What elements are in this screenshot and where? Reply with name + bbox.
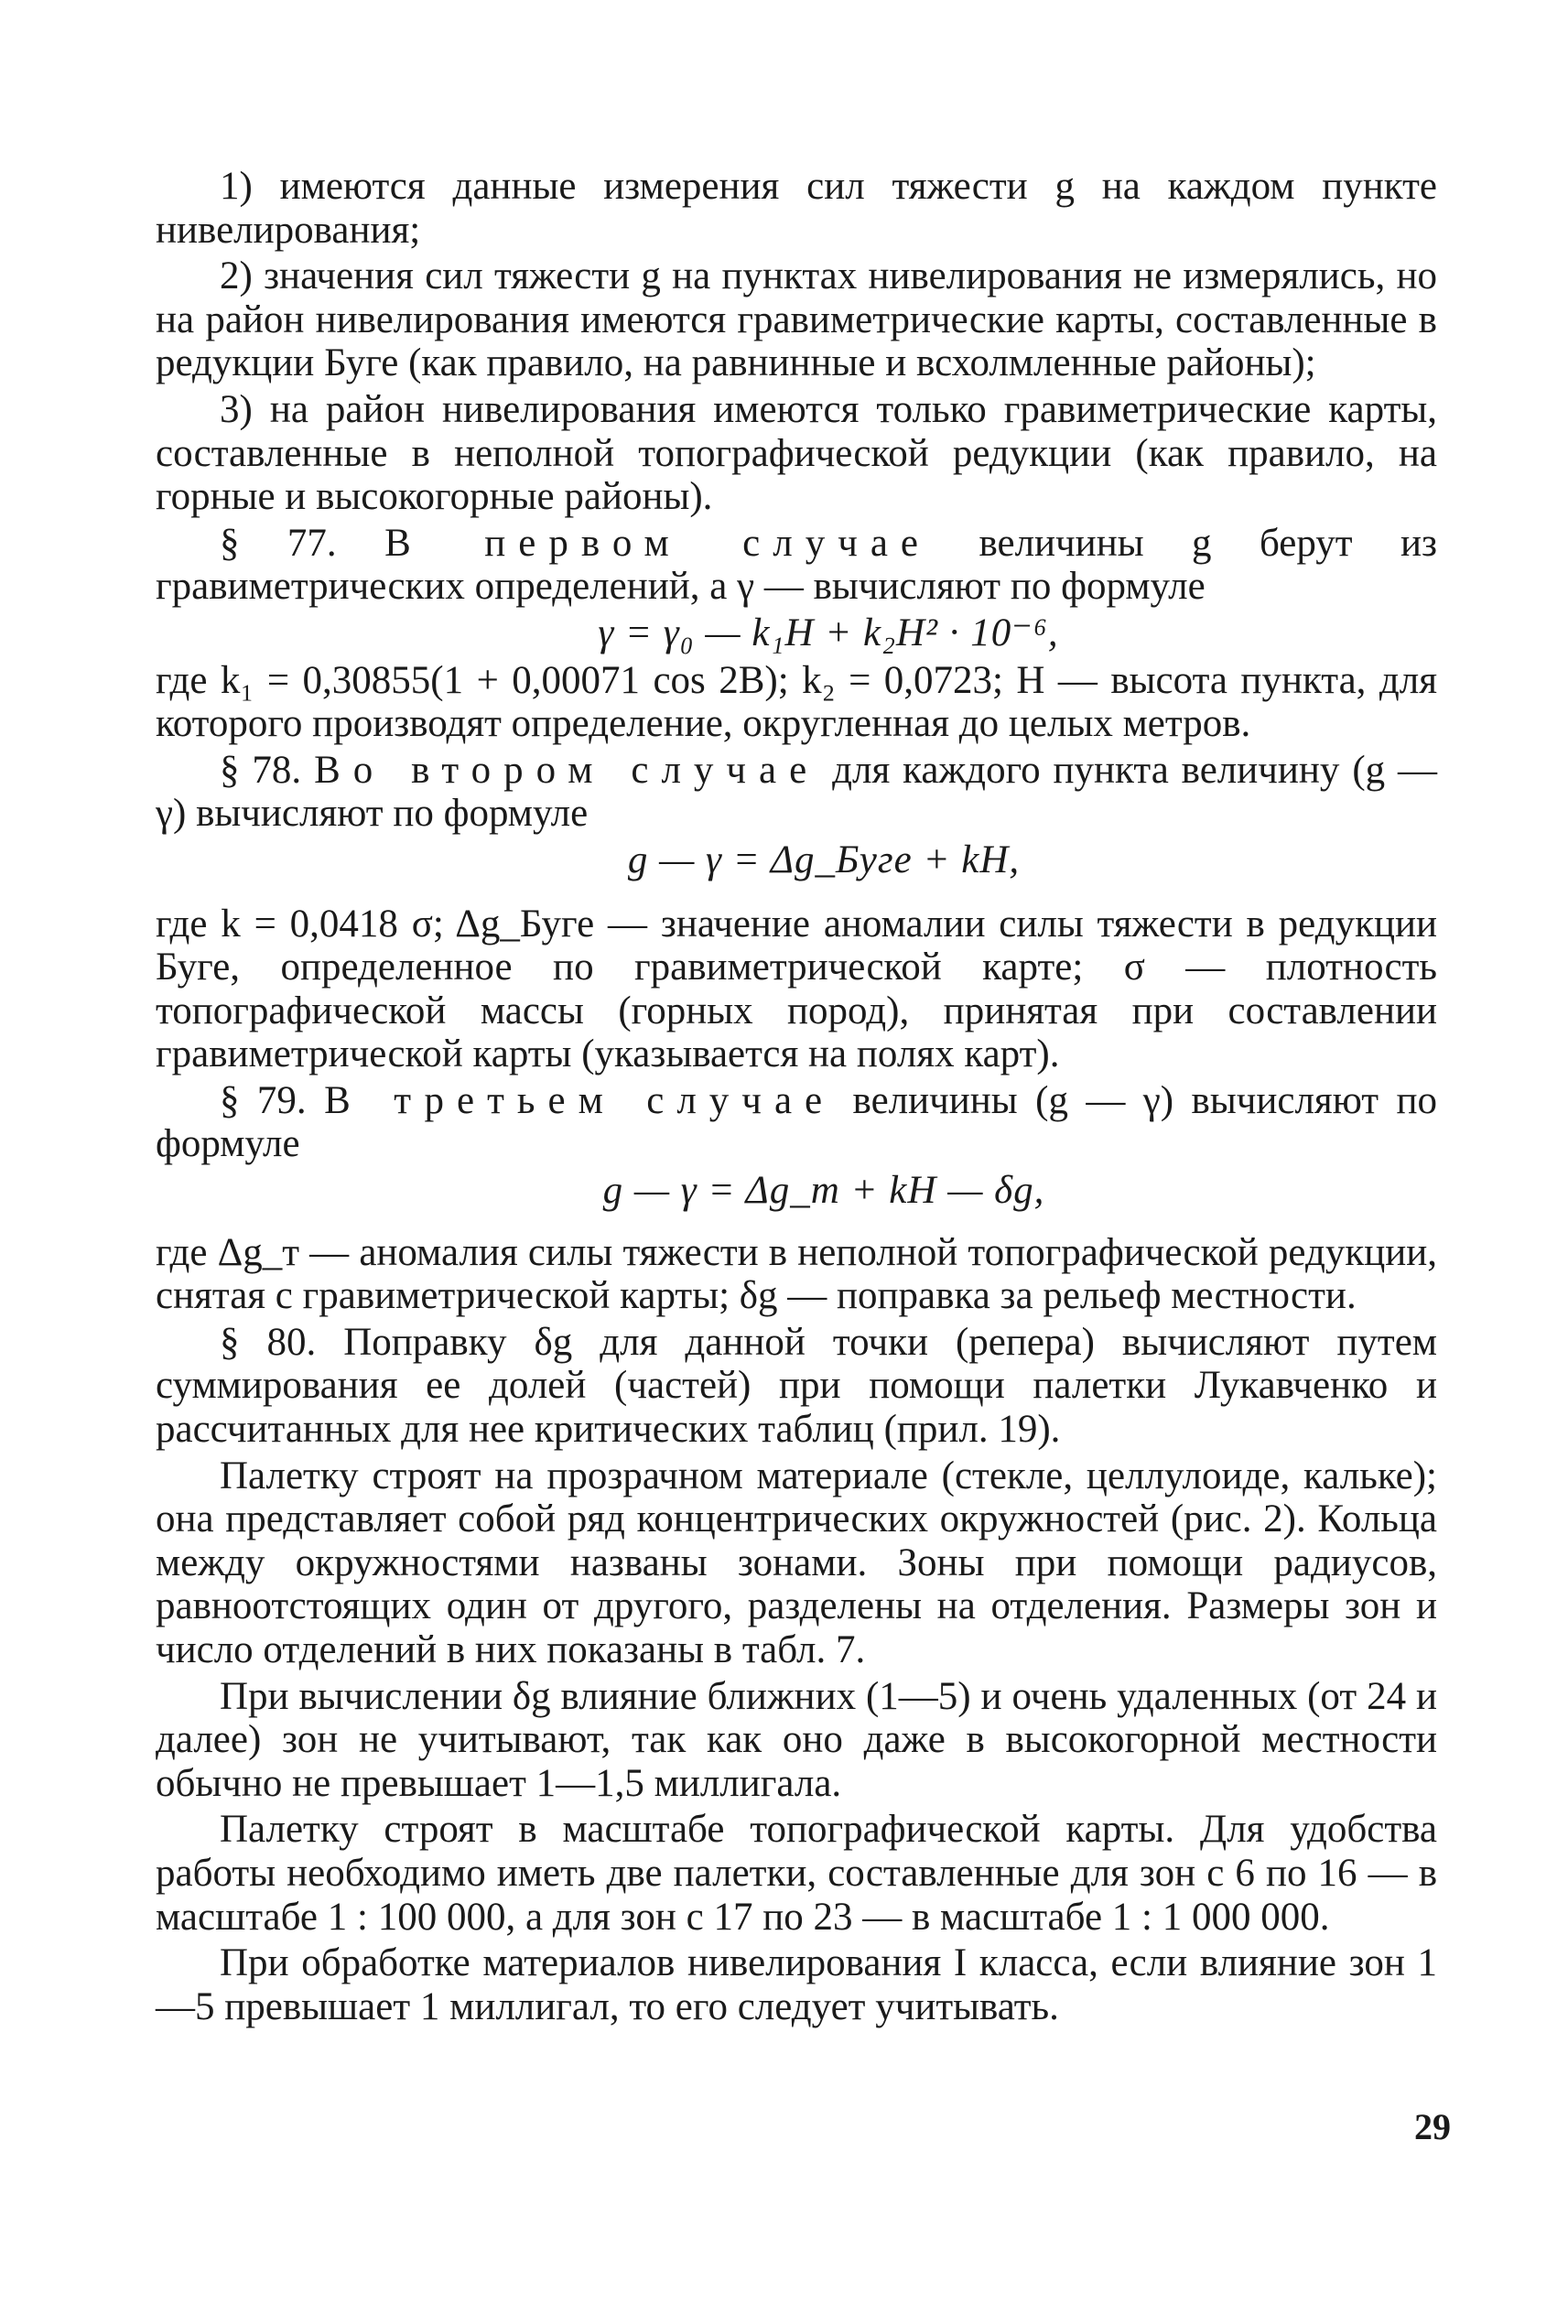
paragraph-item-1: 1) имеются данные измерения сил тяжести g на каждом пункте нивелирования;: [156, 165, 1437, 252]
section-78-spaced: Во втором случае: [314, 748, 820, 792]
page-number: 29: [1414, 2106, 1451, 2147]
section-79: [156, 1079, 1437, 1166]
section-79-number: § 79.: [220, 1078, 307, 1122]
section-79-definitions: где Δg_т — аномалия силы тяжести в неполной топографической редукции, снятая с гравиметрической карты; δg — поправка за рельеф местности.: [156, 1230, 1437, 1318]
section-77: [156, 522, 1437, 609]
section-78-number: § 78.: [220, 748, 302, 792]
paragraph-class-one: При обработке материалов нивелирования I класса, если влияние зон 1—5 превышает 1 миллигал, то его следует учитывать.: [156, 1941, 1437, 2028]
paragraph-item-3: 3) на район нивелирования имеются только гравиметрические карты, составленные в неполной топографической редукции (как правило, на горные и высокогорные районы).: [156, 387, 1437, 519]
formula-topographic: g — γ = Δg_т + kH — δg,: [602, 1169, 1045, 1213]
section-80: § 80. Поправку δg для данной точки (репера) вычисляют путем суммирования ее долей (частей) при помощи палетки Лукавченко и рассчитанных для нее критических таблиц (прил. 19).: [156, 1320, 1437, 1452]
section-77-text: величины g берут из гравиметрических определений, а γ — вычисляют по формуле: [156, 521, 1438, 609]
section-79-spaced: В третьем случае: [324, 1078, 836, 1122]
paragraph-item-2: 2) значения сил тяжести g на пунктах нивелирования не измерялись, но на район нивелирования имеются гравиметрические карты, составленные в редукции Буге (как правило, на равнинные и всхолмленные районы);: [156, 254, 1437, 385]
section-77-definitions: где k₁ = 0,30855(1 + 0,00071 cos 2B); k₂ = 0,0723; H — высота пункта, для которого производят определение, округленная до целых метров.: [156, 658, 1437, 746]
section-79-text: величины (g — γ) вычисляют по формуле: [156, 1078, 1438, 1166]
formula-bouguer: g — γ = Δg_Буге + kH,: [627, 838, 1021, 881]
section-77-number: § 77.: [220, 521, 337, 565]
paragraph-palette-description: Палетку строят на прозрачном материале (стекле, целлулоиде, кальке); она представляет собой ряд концентрических окружностей (рис. 2). Кольца между окружностями названы зонами. Зоны при помощи радиусов, равноотстоящих один от другого, разделены на отделения. Размеры зон и число отделений в них показаны в табл. 7.: [156, 1454, 1437, 1671]
paragraph-zone-influence: При вычислении δg влияние ближних (1—5) и очень удаленных (от 24 и далее) зон не учитывают, так как оно даже в высокогорной местности обычно не превышает 1—1,5 миллигала.: [156, 1674, 1437, 1805]
section-78-definitions: где k = 0,0418 σ; Δg_Буге — значение аномалии силы тяжести в редукции Буге, определенное по гравиметрической карте; σ — плотность топографической массы (горных пород), принятая при составлении гравиметрической карты (указывается на полях карт).: [156, 902, 1437, 1076]
section-78: [156, 749, 1437, 836]
formula-normal-gravity: γ = γ₀ — k₁H + k₂H² · 10⁻⁶,: [598, 611, 1059, 654]
paragraph-palette-scale: Палетку строят в масштабе топографической карты. Для удобства работы необходимо иметь две палетки, составленные для зон с 6 по 16 — в масштабе 1 : 100 000, а для зон с 17 по 23 — в масштабе 1 : 1 000 000.: [156, 1808, 1437, 1939]
section-77-spaced: В первом случае: [384, 521, 932, 565]
section-78-text: для каждого пункта величину (g — γ) вычисляют по формуле: [156, 748, 1438, 836]
page-body: [156, 165, 1437, 2031]
